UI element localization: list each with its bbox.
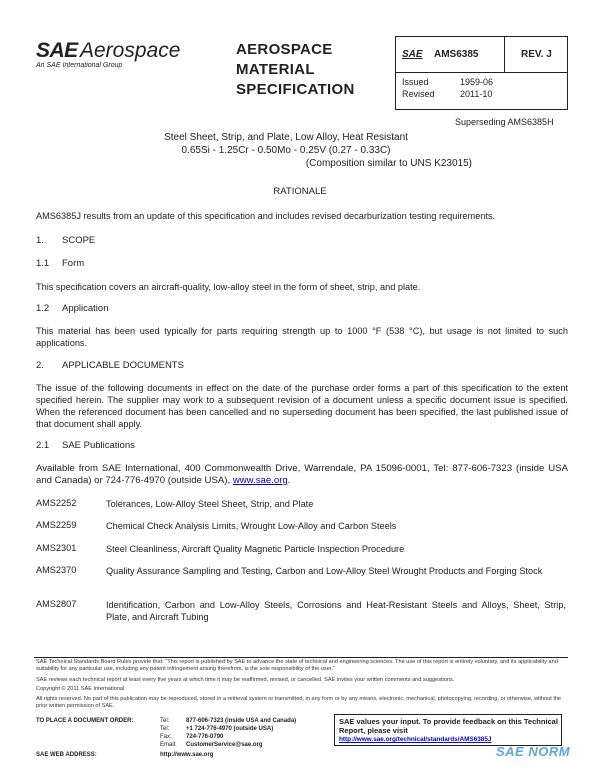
tel-label: Tel: — [160, 718, 170, 724]
sae-mini-logo: SAE — [402, 49, 423, 60]
subtitle-line-2: 0.65Si - 1.25Cr - 0.50Mo - 0.25V (0.27 - 0.33C) — [181, 145, 391, 156]
reference-code: AMS2807 — [36, 599, 77, 609]
revised-value: 2011-10 — [460, 89, 493, 99]
subtitle-line-3: (Composition similar to UNS K23015) — [305, 158, 472, 169]
section-title: SCOPE — [62, 235, 96, 246]
reference-code: AMS2252 — [36, 498, 77, 508]
footer-rule — [34, 657, 568, 658]
subtitle-line-1: Steel Sheet, Strip, and Plate, Low Alloy, Heat Resistant — [164, 132, 408, 143]
section-title: Application — [62, 303, 109, 314]
section-2-text: The issue of the following documents in effect on the date of the purchase order forms a part of this specification to the extent specified herein. The supplier may work to a subsequent revision of a document unless a specific document issue is specified. When the referenced document has been cancelled and no superseding document has been specified, the last published issue of that document shall apply. — [36, 383, 568, 429]
rights-note: All rights reserved. No part of this publication may be reproduced, stored in a retrieval system or transmitted, in any form or by any means, electronic, mechanical, photocopying, recording, or otherwise, without the prior written permission of SAE. — [36, 696, 562, 709]
section-1-1-text: This specification covers an aircraft-quality, low-alloy steel in the form of sheet, strip, and plate. — [36, 282, 421, 292]
reference-code: AMS2301 — [36, 543, 77, 553]
web-address-value[interactable]: http://www.sae.org — [160, 752, 214, 758]
superseding-note: Superseding AMS6385H — [455, 117, 554, 127]
reference-description: Quality Assurance Sampling and Testing, Carbon and Low-Alloy Steel Wrought Products and Forging Stock — [106, 566, 543, 576]
order-label: TO PLACE A DOCUMENT ORDER: — [36, 718, 134, 724]
tel-value: 877-606-7323 (inside USA and Canada) — [186, 718, 297, 724]
feedback-link[interactable]: http://www.sae.org/technical/standards/AMS6385J — [339, 736, 492, 743]
feedback-box — [334, 714, 562, 746]
reference-code: AMS2370 — [36, 565, 77, 575]
section-number: 2. — [36, 360, 44, 371]
revision-label: REV. J — [521, 49, 552, 60]
header-top-rule — [395, 36, 568, 37]
section-2-1-text — [36, 463, 568, 487]
rationale-text: AMS6385J results from an update of this specification and includes revised decarburization testing requirements. — [36, 211, 496, 221]
issued-value: 1959-06 — [460, 77, 494, 87]
web-address-label: SAE WEB ADDRESS: — [36, 752, 97, 758]
issued-label: Issued — [402, 77, 429, 87]
sae-logo: SAE — [36, 39, 78, 62]
copyright-note: Copyright © 2011 SAE International — [36, 686, 125, 692]
section-title: APPLICABLE DOCUMENTS — [62, 360, 184, 371]
header-rev-divider — [504, 36, 505, 72]
fax-value: 724-776-0790 — [186, 734, 224, 740]
title-line-2: MATERIAL — [236, 61, 315, 78]
material-subtitle — [100, 131, 472, 170]
board-rules-note: SAE Technical Standards Board Rules provide that: "This report is published by SAE to advance the state of technical and engineering sciences. The use of this report is entirely voluntary, and its applicability and suitability for any particular use, including any patent infringement arising therefrom, is the sole responsibility of the user." — [36, 659, 558, 672]
title-line-3: SPECIFICATION — [236, 81, 355, 98]
reference-description: Tolerances, Low-Alloy Steel Sheet, Strip, and Plate — [106, 499, 314, 509]
feedback-text: SAE values your input. To provide feedback on this Technical Report, please visit — [339, 717, 558, 735]
email-label: Email: — [160, 742, 177, 748]
section-title: SAE Publications — [62, 440, 135, 451]
review-note: SAE reviews each technical report at least every five years at which time it may be reaffirmed, revised, or cancelled. SAE invites your written comments and suggestions. — [36, 677, 455, 683]
tel2-value: +1 724-776-4970 (outside USA) — [186, 726, 274, 732]
sae-website-link[interactable]: www.sae.org — [232, 475, 288, 486]
section-number: 1.2 — [36, 303, 50, 314]
reference-description: Identification, Carbon and Low-Alloy Steels, Corrosions and Heat-Resistant Steels and Alloys, Sheet, Strip, Plate, and Aircraft Tubing — [106, 600, 566, 622]
header-bottom-rule — [395, 109, 568, 110]
rationale-heading: RATIONALE — [273, 186, 327, 197]
logo-subtitle: An SAE International Group — [36, 62, 123, 69]
section-number: 1. — [36, 235, 44, 246]
tel2-label: Tel: — [160, 726, 170, 732]
header-left-rule — [395, 36, 396, 110]
sae-norm-watermark: SAE NORM — [496, 744, 571, 759]
document-title — [236, 40, 355, 100]
reference-description: Chemical Check Analysis Limits, Wrought Low-Alloy and Carbon Steels — [106, 521, 397, 531]
section-number: 1.1 — [36, 258, 50, 269]
aerospace-logo-text: Aerospace — [80, 39, 181, 62]
revised-label: Revised — [402, 89, 435, 99]
section-title: Form — [62, 258, 85, 269]
reference-code: AMS2259 — [36, 520, 77, 530]
fax-label: Fax: — [160, 734, 172, 740]
section-1-2-text: This material has been used typically for parts requiring strength up to 1000 °F (538 °C), but usage is not limited to such applications. — [36, 326, 568, 348]
email-value[interactable]: CustomerService@sae.org — [186, 742, 263, 748]
reference-description: Steel Cleanliness, Aircraft Quality Magnetic Particle Inspection Procedure — [106, 544, 405, 554]
header-mid-rule — [395, 72, 568, 73]
sae-address-text: Available from SAE International, 400 Commonwealth Drive, Warrendale, PA 15096-0001, Tel: 877-606-7323 (inside USA and Canada) or 724-776-4970 (outside USA), — [36, 463, 568, 486]
title-line-1: AEROSPACE — [236, 41, 333, 58]
section-number: 2.1 — [36, 440, 50, 451]
document-number: AMS6385 — [434, 49, 479, 60]
sentence-end: . — [287, 475, 291, 486]
header-right-rule — [567, 36, 568, 110]
